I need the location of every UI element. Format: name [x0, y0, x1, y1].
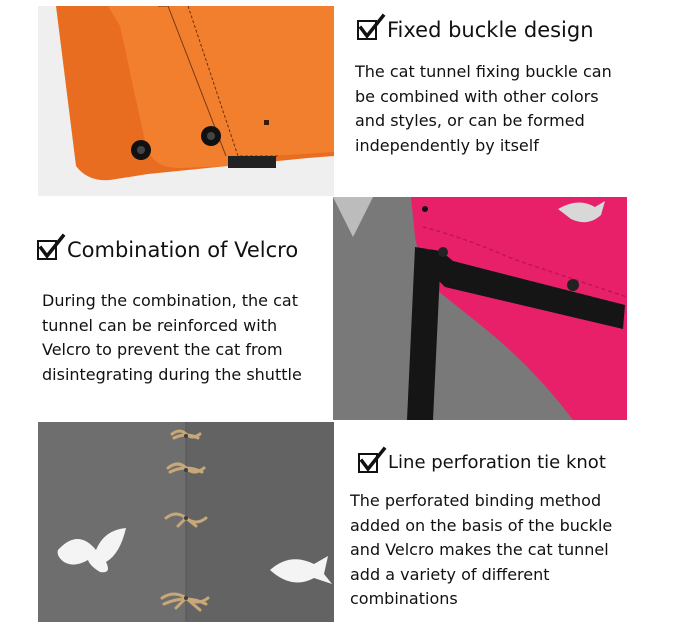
text-line: The perforated binding method [350, 491, 602, 510]
heading-text: Combination of Velcro [67, 238, 299, 262]
text-line: tunnel can be reinforced with [42, 315, 278, 335]
checkmark-icon [37, 240, 57, 260]
text-line: The cat tunnel fixing buckle can [355, 62, 612, 81]
heading-text: Fixed buckle design [387, 18, 594, 42]
text-line: add a variety of different [350, 564, 550, 584]
text-line: and Velcro makes the cat tunnel [350, 540, 609, 559]
text-line: be combined with other colors [355, 86, 599, 106]
text-line: Velcro to prevent the cat from [42, 340, 283, 359]
description-fixed-buckle [355, 60, 655, 158]
text-line: added on the basis of the buckle [350, 515, 613, 535]
text-line: combinations [350, 589, 458, 608]
orange-felt-buckle-photo [38, 6, 334, 196]
text-line: disintegrating during the shuttle [42, 364, 302, 384]
text-line: and styles, or can be formed [355, 111, 585, 130]
pink-felt-velcro-photo [333, 197, 627, 420]
text-line: independently by itself [355, 135, 539, 155]
checkmark-icon [358, 453, 378, 473]
description-tie-knot [350, 489, 650, 612]
description-velcro [42, 289, 332, 387]
gray-felt-tie-knot-photo [38, 422, 334, 622]
text-line: During the combination, the cat [42, 291, 298, 310]
heading-text: Line perforation tie knot [388, 452, 606, 473]
heading-fixed-buckle [357, 18, 594, 42]
heading-tie-knot [358, 452, 606, 473]
heading-velcro [37, 238, 298, 262]
checkmark-icon [357, 20, 377, 40]
